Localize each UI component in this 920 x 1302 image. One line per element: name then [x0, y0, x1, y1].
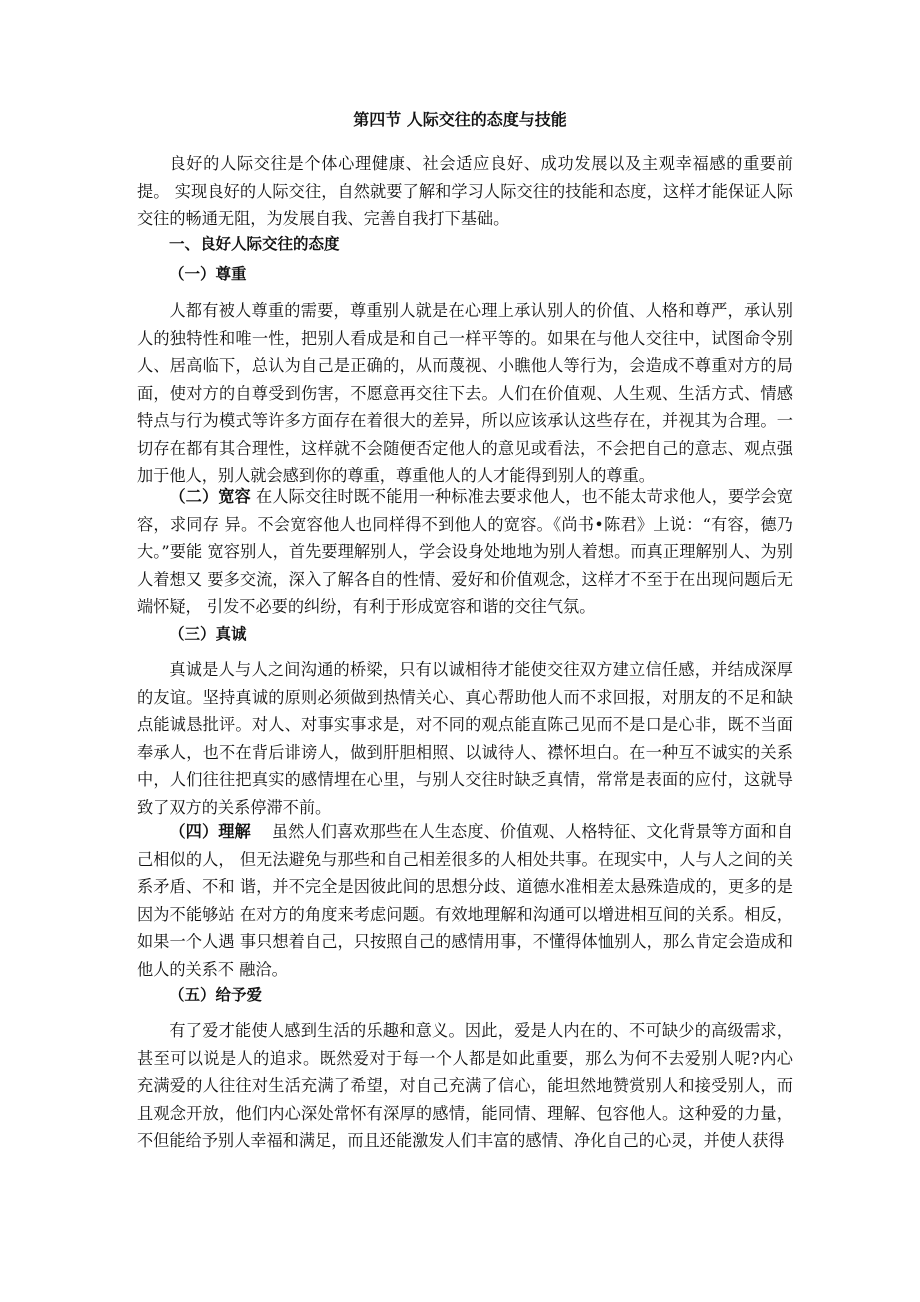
understanding-paragraph	[137, 818, 793, 983]
page-title: 第四节 人际交往的态度与技能	[353, 110, 567, 129]
tolerance-paragraph	[137, 483, 793, 621]
subsection-heading-love: （五）给予爱	[169, 986, 263, 1004]
sincerity-paragraph	[137, 656, 793, 821]
intro-text: 良好的人际交往是个体心理健康、社会适应良好、成功发展以及主观幸福感的重要前提。 实现良好的人际交往，自然就要了解和学习人际交往的技能和态度，这样才能保证人际 交往的畅通无阻，为发展自我、完善自我打下基础。	[137, 154, 793, 228]
subsection-heading-sincerity: （三）真诚	[169, 625, 247, 643]
respect-text: 人都有被人尊重的需要，尊重别人就是在心理上承认别人的价值、人格和尊严，承认别人的独特性和唯一性，把别人看成是和自己一样平等的。如果在与他人交往中，试图命令别人、居高临下，总认为自己是正确的，从而蔑视、小瞧他人等行为，会造成不尊重对方的局面，使对方的自尊受到伤害，不愿意再交往下去。人们在价值观、人生观、生活方式、情感特点与行为模式等许多方面存在着很大的差异，所以应该承认这些存在，并视其为合理。一切存在都有其合理性，这样就不会随便否定他人的意见或看法，不会把自己的意志、观点强加于他人，别人就会感到你的尊重，尊重他人的人才能得到别人的尊重。	[137, 301, 793, 485]
section-heading-1: 一、良好人际交往的态度	[169, 235, 340, 253]
subsection-heading-understanding: （四）理解	[169, 822, 251, 841]
understanding-text: 虽然人们喜欢那些在人生态度、价值观、人格特征、文化背景等方面和自己相似的人， 但无法避免与那些和自己相差很多的人相处共事。在现实中，人与人之间的关系矛盾、不和 谐，并不完全是因彼此间的思想分歧、道德水准相差太悬殊造成的，更多的是因为不能够站 在对方的角度来考虑问题。有效地理解和沟通可以增进相互间的关系。相反，如果一个人遇 事只想着自己，只按照自己的感情用事，不懂得体恤别人，那么肯定会造成和他人的关系不 融洽。	[137, 822, 794, 979]
love-text: 有了爱才能使人感到生活的乐趣和意义。因此，爱是人内在的、不可缺少的高级需求，甚至可以说是人的追求。既然爱对于每一个人都是如此重要，那么为何不去爱别人呢?内心充满爱的人往往对生活充满了希望，对自己充满了信心，能坦然地赞赏别人和接受别人，而且观念开放，他们内心深处常怀有深厚的感情，能同情、理解、包容他人。这种爱的力量，不但能给予别人幸福和满足，而且还能激发人们丰富的感情、净化自己的心灵，并使人获得	[137, 1021, 793, 1150]
respect-paragraph	[137, 297, 793, 490]
sincerity-text: 真诚是人与人之间沟通的桥梁，只有以诚相待才能使交往双方建立信任感，并结成深厚的友谊。坚持真诚的原则必须做到热情关心、真心帮助他人而不求回报，对朋友的不足和缺点能诚恳批评。对人、对事实事求是，对不同的观点能直陈己见而不是口是心非，既不当面奉承人，也不在背后诽谤人，做到肝胆相照、以诚待人、襟怀坦白。在一种互不诚实的关系中，人们往往把真实的感情埋在心里，与别人交往时缺乏真情，常常是表面的应付，这就导致了双方的关系停滞不前。	[137, 660, 793, 817]
tolerance-text: 在人际交往时既不能用一种标准去要求他人，也不能太苛求他人，要学会宽容，求同存 异。不会宽容他人也同样得不到他人的宽容。《尚书•陈君》上说：“有容，德乃大。”要能 宽容别人，首先要理解别人，学会设身处地地为别人着想。而真正理解别人、为别人着想又 要多交流，深入了解各自的性情、爱好和价值观念，这样才不至于在出现问题后无端怀疑， 引发不必要的纠纷，有利于形成宽容和谐的交往气氛。	[137, 487, 793, 616]
love-paragraph	[137, 1017, 793, 1155]
subsection-heading-tolerance: （二）宽容	[169, 487, 251, 506]
subsection-heading-respect: （一）尊重	[169, 265, 247, 283]
intro-paragraph	[137, 150, 793, 233]
